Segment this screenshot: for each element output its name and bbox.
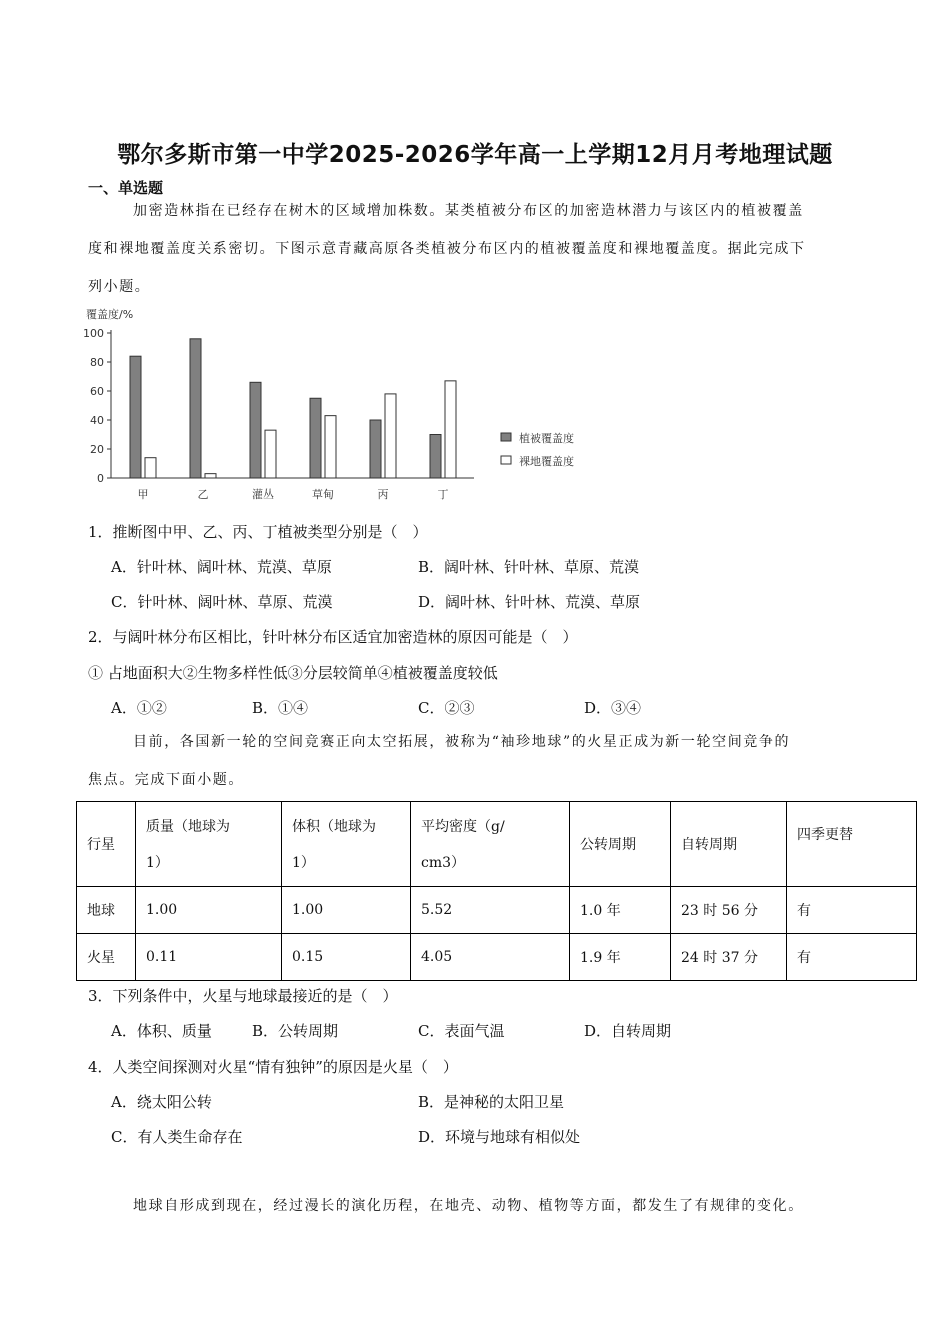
coverage-bar-chart xyxy=(82,300,622,510)
q1-option-a[interactable]: A．针叶林、阔叶林、荒漠、草原 xyxy=(111,558,332,576)
y-tick-label: 60 xyxy=(90,385,104,398)
legend-swatch-vegetation xyxy=(501,433,511,441)
planet-table xyxy=(76,801,917,981)
q4-option-a[interactable]: A．绕太阳公转 xyxy=(111,1093,212,1111)
cell-mass: 1.00 xyxy=(136,887,282,934)
header-planet: 行星 xyxy=(77,802,136,887)
q3-option-b[interactable]: B．公转周期 xyxy=(252,1022,339,1040)
table-row xyxy=(77,934,917,981)
x-tick-label: 草甸 xyxy=(312,488,334,501)
q3-stem: 3．下列条件中，火星与地球最接近的是（ ） xyxy=(88,987,398,1005)
q2-option-b[interactable]: B．①④ xyxy=(252,699,309,717)
legend-label-bare: 裸地覆盖度 xyxy=(519,455,574,468)
y-tick-label: 100 xyxy=(83,327,104,340)
q1-option-b[interactable]: B．阔叶林、针叶林、草原、荒漠 xyxy=(418,558,640,576)
bar-vegetation-0 xyxy=(130,356,141,478)
x-tick-label: 灌丛 xyxy=(252,488,274,501)
intro2-line2: 焦点。完成下面小题。 xyxy=(88,772,244,788)
legend-swatch-bare xyxy=(501,456,511,464)
intro3-line: 地球自形成到现在，经过漫长的演化历程，在地壳、动物、植物等方面，都发生了有规律的变化。 xyxy=(133,1198,804,1214)
bar-vegetation-1 xyxy=(190,339,201,478)
q3-option-d[interactable]: D．自转周期 xyxy=(584,1022,672,1040)
cell-rotation: 23 时 56 分 xyxy=(671,887,787,934)
x-tick-label: 乙 xyxy=(197,488,209,501)
chart-ylabel: 覆盖度/% xyxy=(86,308,134,321)
q1-option-d[interactable]: D．阔叶林、针叶林、荒漠、草原 xyxy=(418,593,641,611)
header-revolution: 公转周期 xyxy=(570,802,671,887)
q2-stem: 2．与阔叶林分布区相比，针叶林分布区适宜加密造林的原因可能是（ ） xyxy=(88,628,578,646)
x-axis-labels xyxy=(138,487,449,501)
q2-option-c[interactable]: C．②③ xyxy=(418,699,475,717)
q2-option-d[interactable]: D．③④ xyxy=(584,699,642,717)
x-tick-label: 丁 xyxy=(437,488,449,501)
cell-revolution: 1.9 年 xyxy=(570,934,671,981)
q4-option-d[interactable]: D．环境与地球有相似处 xyxy=(418,1128,581,1146)
intro2-line1: 目前，各国新一轮的空间竞赛正向太空拓展，被称为“袖珍地球”的火星正成为新一轮空间竞争的 xyxy=(133,734,791,750)
header-rotation: 自转周期 xyxy=(671,802,787,887)
intro1-line2: 度和裸地覆盖度关系密切。下图示意青藏高原各类植被分布区内的植被覆盖度和裸地覆盖度。据此完成下 xyxy=(88,241,806,257)
bar-vegetation-4 xyxy=(370,420,381,478)
q2-items: ① 占地面积大②生物多样性低③分层较简单④植被覆盖度较低 xyxy=(88,664,498,682)
y-axis-ticks xyxy=(83,327,111,485)
bar-bare-4 xyxy=(385,394,396,478)
table-row xyxy=(77,887,917,934)
header-density: 平均密度（g/ cm3） xyxy=(411,802,570,887)
cell-planet: 地球 xyxy=(77,887,136,934)
legend-label-vegetation: 植被覆盖度 xyxy=(519,432,574,445)
cell-density: 5.52 xyxy=(411,887,570,934)
bar-bare-5 xyxy=(445,381,456,478)
x-tick-label: 丙 xyxy=(377,488,389,501)
bar-bare-1 xyxy=(205,474,216,478)
q2-option-a[interactable]: A．①② xyxy=(111,699,167,717)
cell-planet: 火星 xyxy=(77,934,136,981)
cell-rotation: 24 时 37 分 xyxy=(671,934,787,981)
cell-volume: 0.15 xyxy=(282,934,411,981)
bar-bare-0 xyxy=(145,458,156,478)
y-tick-label: 40 xyxy=(90,414,104,427)
cell-volume: 1.00 xyxy=(282,887,411,934)
page-title: 鄂尔多斯市第一中学2025-2026学年高一上学期12月月考地理试题 xyxy=(117,142,833,168)
cell-seasons: 有 xyxy=(787,934,917,981)
q3-option-a[interactable]: A．体积、质量 xyxy=(111,1022,212,1040)
section-heading: 一、单选题 xyxy=(88,179,164,197)
cell-seasons: 有 xyxy=(787,887,917,934)
cell-density: 4.05 xyxy=(411,934,570,981)
bar-bare-3 xyxy=(325,416,336,478)
q1-option-c[interactable]: C．针叶林、阔叶林、草原、荒漠 xyxy=(111,593,333,611)
y-tick-label: 0 xyxy=(97,472,104,485)
q4-stem: 4．人类空间探测对火星“情有独钟”的原因是火星（ ） xyxy=(88,1058,458,1076)
y-tick-label: 20 xyxy=(90,443,104,456)
q1-stem: 1．推断图中甲、乙、丙、丁植被类型分别是（ ） xyxy=(88,523,428,541)
header-seasons: 四季更替 xyxy=(787,802,917,887)
intro1-line1: 加密造林指在已经存在树木的区域增加株数。某类植被分布区的加密造林潜力与该区内的植被覆盖 xyxy=(133,203,804,219)
header-mass: 质量（地球为 1） xyxy=(136,802,282,887)
bar-vegetation-3 xyxy=(310,398,321,478)
bars-group xyxy=(130,339,456,478)
cell-mass: 0.11 xyxy=(136,934,282,981)
bar-bare-2 xyxy=(265,430,276,478)
bar-vegetation-2 xyxy=(250,382,261,478)
q4-option-b[interactable]: B．是神秘的太阳卫星 xyxy=(418,1093,565,1111)
q4-option-c[interactable]: C．有人类生命存在 xyxy=(111,1128,243,1146)
table-header-row xyxy=(77,802,917,887)
bar-vegetation-5 xyxy=(430,435,441,479)
x-tick-label: 甲 xyxy=(137,488,149,501)
cell-revolution: 1.0 年 xyxy=(570,887,671,934)
q3-option-c[interactable]: C．表面气温 xyxy=(418,1022,505,1040)
header-volume: 体积（地球为 1） xyxy=(282,802,411,887)
intro1-line3: 列小题。 xyxy=(88,279,151,295)
y-tick-label: 80 xyxy=(90,356,104,369)
